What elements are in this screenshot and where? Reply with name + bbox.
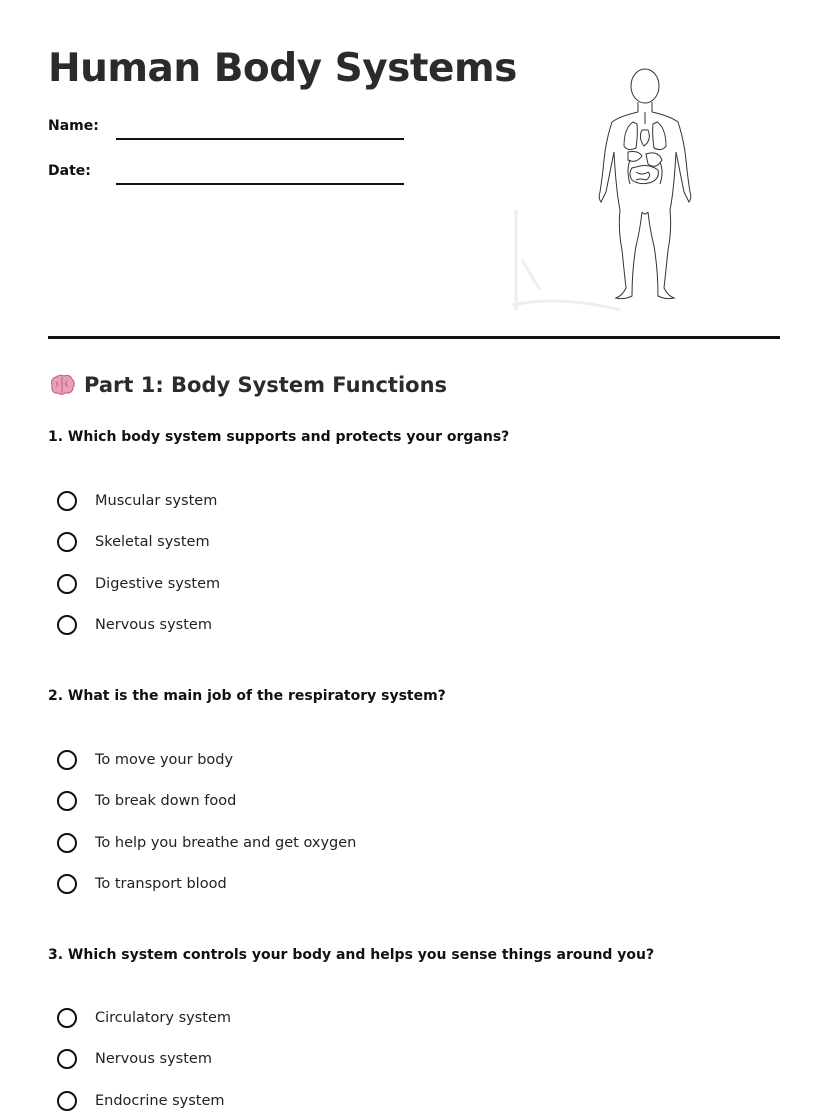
option-label: Skeletal system — [95, 534, 210, 550]
radio-button[interactable] — [57, 874, 77, 894]
radio-button[interactable] — [57, 833, 77, 853]
option-label: Digestive system — [95, 576, 221, 592]
q2-option-2[interactable] — [57, 791, 236, 811]
option-label: To help you breathe and get oxygen — [95, 835, 357, 851]
section-divider — [48, 336, 780, 339]
option-label: To break down food — [95, 793, 237, 809]
human-body-illustration — [500, 60, 700, 320]
brain-icon — [48, 373, 76, 397]
q3-option-2[interactable] — [57, 1049, 212, 1069]
q2-option-1[interactable] — [57, 750, 233, 770]
page-title: Human Body Systems — [48, 46, 517, 91]
radio-button[interactable] — [57, 574, 77, 594]
option-label: To transport blood — [95, 876, 227, 892]
q1-option-3[interactable] — [57, 574, 220, 594]
option-label: Circulatory system — [95, 1010, 232, 1026]
question-3: 3. Which system controls your body and helps you sense things around you? — [48, 947, 655, 963]
radio-button[interactable] — [57, 1008, 77, 1028]
radio-button[interactable] — [57, 615, 77, 635]
q2-option-3[interactable] — [57, 833, 356, 853]
radio-button[interactable] — [57, 791, 77, 811]
radio-button[interactable] — [57, 1091, 77, 1111]
question-2: 2. What is the main job of the respiratory system? — [48, 688, 446, 704]
option-label: Endocrine system — [95, 1093, 225, 1109]
q1-option-1[interactable] — [57, 491, 217, 511]
option-label: Nervous system — [95, 1051, 212, 1067]
section-heading — [48, 373, 447, 397]
date-field[interactable] — [48, 163, 408, 187]
question-1: 1. Which body system supports and protects your organs? — [48, 429, 510, 445]
radio-button[interactable] — [57, 491, 77, 511]
option-label: Muscular system — [95, 493, 218, 509]
option-label: Nervous system — [95, 617, 212, 633]
radio-button[interactable] — [57, 1049, 77, 1069]
q1-option-4[interactable] — [57, 615, 212, 635]
q2-option-4[interactable] — [57, 874, 227, 894]
radio-button[interactable] — [57, 532, 77, 552]
date-label: Date: — [48, 163, 91, 179]
name-label: Name: — [48, 118, 99, 134]
radio-button[interactable] — [57, 750, 77, 770]
q3-option-1[interactable] — [57, 1008, 231, 1028]
q1-option-2[interactable] — [57, 532, 210, 552]
date-input-line[interactable] — [116, 183, 404, 185]
name-input-line[interactable] — [116, 138, 404, 140]
q3-option-3[interactable] — [57, 1091, 225, 1111]
section-title: Part 1: Body System Functions — [84, 373, 448, 397]
option-label: To move your body — [95, 752, 234, 768]
name-field[interactable] — [48, 118, 408, 142]
